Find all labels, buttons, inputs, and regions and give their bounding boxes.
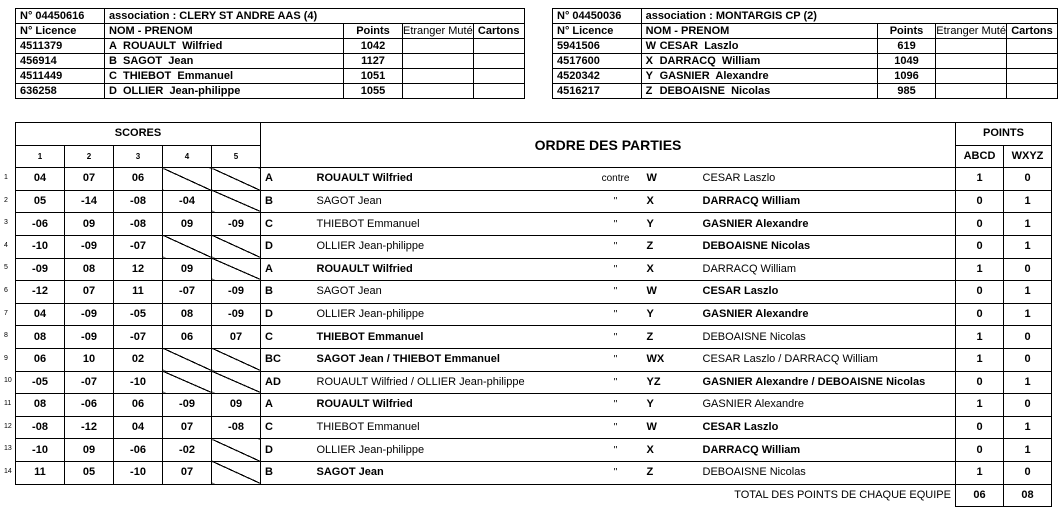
player-foreign: [936, 69, 1007, 84]
player-cell: [105, 39, 344, 54]
player-b-letter: Y: [643, 213, 699, 236]
set-header-1: 1: [16, 145, 65, 168]
player-cards: [1006, 69, 1057, 84]
player-a-letter: B: [261, 281, 313, 304]
set-score: 04: [16, 168, 65, 191]
player-b-name: GASNIER Alexandre: [699, 213, 956, 236]
versus-label: ": [589, 416, 643, 439]
player-row: [553, 54, 1058, 69]
player-letter: A: [109, 40, 117, 52]
set-score: -08: [212, 416, 261, 439]
player-name: OLLIER Jean-philippe: [123, 85, 241, 97]
points-wxyz: 0: [1004, 348, 1052, 371]
points-abcd: 1: [956, 258, 1004, 281]
set-score: -14: [65, 190, 114, 213]
set-score: 08: [16, 326, 65, 349]
player-cell: [641, 69, 877, 84]
set-score: 08: [163, 303, 212, 326]
set-score: -09: [65, 235, 114, 258]
player-name: THIEBOT Emmanuel: [123, 70, 234, 82]
points-abcd: 0: [956, 213, 1004, 236]
col-licence: N° Licence: [553, 24, 642, 39]
game-row: [16, 213, 1052, 236]
game-row: [16, 326, 1052, 349]
player-b-letter: W: [643, 416, 699, 439]
row-number: 11: [4, 399, 12, 407]
game-row: [16, 190, 1052, 213]
col-licence: N° Licence: [16, 24, 105, 39]
set-score: -07: [114, 326, 163, 349]
player-row: [16, 84, 525, 99]
points-wxyz: 1: [1004, 213, 1052, 236]
team-association: association : MONTARGIS CP (2): [641, 9, 1057, 24]
match-table: [15, 122, 1052, 507]
points-abcd: 0: [956, 371, 1004, 394]
player-a-letter: A: [261, 168, 313, 191]
player-b-name: GASNIER Alexandre: [699, 303, 956, 326]
player-a-name: SAGOT Jean: [313, 190, 589, 213]
row-number: 5: [4, 264, 8, 272]
player-name: GASNIER Alexandre: [659, 70, 769, 82]
player-b-letter: Y: [643, 394, 699, 417]
player-a-name: THIEBOT Emmanuel: [313, 326, 589, 349]
points-abcd: 1: [956, 394, 1004, 417]
set-score: [163, 168, 212, 191]
player-b-name: DEBOAISNE Nicolas: [699, 235, 956, 258]
player-points: 1051: [344, 69, 403, 84]
player-a-letter: B: [261, 461, 313, 484]
player-licence: 4511379: [16, 39, 105, 54]
set-score: [212, 461, 261, 484]
team-number: N° 04450036: [553, 9, 642, 24]
set-score: -02: [163, 439, 212, 462]
row-number: 12: [4, 422, 12, 430]
set-score: [212, 439, 261, 462]
player-cards: [1006, 84, 1057, 99]
player-name: CESAR Laszlo: [659, 40, 739, 52]
versus-label: ": [589, 439, 643, 462]
versus-label: ": [589, 190, 643, 213]
game-row: [16, 371, 1052, 394]
col-name: NOM - PRENOM: [105, 24, 344, 39]
player-a-letter: A: [261, 394, 313, 417]
player-letter: B: [109, 55, 117, 67]
player-name: DARRACQ William: [659, 55, 761, 67]
player-cell: [105, 54, 344, 69]
player-name: DEBOAISNE Nicolas: [659, 85, 771, 97]
player-foreign: [403, 54, 474, 69]
player-b-letter: X: [643, 190, 699, 213]
set-score: 07: [163, 461, 212, 484]
set-score: 04: [114, 416, 163, 439]
col-points: Points: [344, 24, 403, 39]
set-score: 04: [16, 303, 65, 326]
player-cards: [473, 39, 524, 54]
player-a-letter: AD: [261, 371, 313, 394]
player-foreign: [936, 39, 1007, 54]
points-abcd: 0: [956, 190, 1004, 213]
game-row: [16, 235, 1052, 258]
player-b-name: DEBOAISNE Nicolas: [699, 461, 956, 484]
game-row: [16, 168, 1052, 191]
row-number: 3: [4, 219, 8, 227]
player-letter: D: [109, 85, 117, 97]
player-foreign: [403, 39, 474, 54]
points-abcd: 1: [956, 348, 1004, 371]
versus-label: ": [589, 235, 643, 258]
set-header-4: 4: [163, 145, 212, 168]
points-wxyz: 0: [1004, 326, 1052, 349]
set-score: -08: [114, 213, 163, 236]
points-wxyz: 1: [1004, 371, 1052, 394]
points-wxyz: 1: [1004, 439, 1052, 462]
player-a-letter: BC: [261, 348, 313, 371]
player-a-letter: D: [261, 439, 313, 462]
set-score: -10: [16, 235, 65, 258]
versus-label: ": [589, 348, 643, 371]
player-row: [553, 39, 1058, 54]
player-b-letter: Z: [643, 461, 699, 484]
player-row: [16, 54, 525, 69]
player-licence: 4517600: [553, 54, 642, 69]
player-b-name: CESAR Laszlo: [699, 281, 956, 304]
game-row: [16, 439, 1052, 462]
set-score: -10: [16, 439, 65, 462]
set-score: -05: [16, 371, 65, 394]
set-score: 08: [16, 394, 65, 417]
player-b-letter: W: [643, 281, 699, 304]
player-b-name: CESAR Laszlo / DARRACQ William: [699, 348, 956, 371]
player-b-letter: Z: [643, 326, 699, 349]
player-points: 1049: [877, 54, 936, 69]
row-number: 13: [4, 445, 12, 453]
set-score: 05: [65, 461, 114, 484]
points-abcd: 0: [956, 416, 1004, 439]
points-abcd: 1: [956, 461, 1004, 484]
set-score: [212, 348, 261, 371]
set-score: -10: [114, 461, 163, 484]
player-letter: C: [109, 70, 117, 82]
row-number: 9: [4, 354, 8, 362]
player-b-letter: WX: [643, 348, 699, 371]
points-abcd: 0: [956, 281, 1004, 304]
scores-title: SCORES: [16, 123, 261, 146]
player-cards: [473, 84, 524, 99]
set-score: 07: [65, 281, 114, 304]
player-cell: [105, 69, 344, 84]
player-row: [553, 69, 1058, 84]
set-score: -09: [212, 281, 261, 304]
col-points: Points: [877, 24, 936, 39]
points-wxyz: 0: [1004, 394, 1052, 417]
row-number: 14: [4, 467, 12, 475]
player-b-letter: X: [643, 439, 699, 462]
col-cards: Cartons: [1006, 24, 1057, 39]
row-number: 7: [4, 309, 8, 317]
player-a-name: SAGOT Jean: [313, 281, 589, 304]
versus-label: ": [589, 303, 643, 326]
player-b-name: CESAR Laszlo: [699, 168, 956, 191]
points-abcd: 0: [956, 235, 1004, 258]
team-b-table: [552, 8, 1058, 99]
row-number: 8: [4, 332, 8, 340]
player-a-name: OLLIER Jean-philippe: [313, 439, 589, 462]
player-licence: 456914: [16, 54, 105, 69]
row-number: 1: [4, 173, 8, 181]
col-name: NOM - PRENOM: [641, 24, 877, 39]
row-number: 10: [4, 377, 12, 385]
player-name: SAGOT Jean: [123, 55, 194, 67]
set-score: [163, 235, 212, 258]
player-row: [553, 84, 1058, 99]
set-score: 09: [212, 394, 261, 417]
player-b-name: DARRACQ William: [699, 190, 956, 213]
player-name: ROUAULT Wilfried: [123, 40, 223, 52]
player-points: 1096: [877, 69, 936, 84]
versus-label: ": [589, 213, 643, 236]
set-score: -09: [16, 258, 65, 281]
versus-label: ": [589, 394, 643, 417]
set-score: [212, 235, 261, 258]
player-b-name: GASNIER Alexandre / DEBOAISNE Nicolas: [699, 371, 956, 394]
versus-label: ": [589, 461, 643, 484]
player-cell: [641, 84, 877, 99]
set-score: 07: [65, 168, 114, 191]
set-score: -12: [65, 416, 114, 439]
points-wxyz: 1: [1004, 303, 1052, 326]
row-number: 4: [4, 241, 8, 249]
player-foreign: [936, 54, 1007, 69]
game-row: [16, 461, 1052, 484]
points-wxyz: 0: [1004, 461, 1052, 484]
player-letter: W: [645, 40, 656, 52]
player-b-name: DEBOAISNE Nicolas: [699, 326, 956, 349]
player-b-letter: Y: [643, 303, 699, 326]
col-foreign: Etranger Muté: [403, 25, 473, 37]
versus-label: contre: [589, 168, 643, 191]
player-points: 619: [877, 39, 936, 54]
set-score: -09: [65, 326, 114, 349]
set-score: 10: [65, 348, 114, 371]
set-score: 11: [16, 461, 65, 484]
player-letter: Y: [645, 70, 653, 82]
player-points: 1127: [344, 54, 403, 69]
player-a-name: OLLIER Jean-philippe: [313, 235, 589, 258]
player-a-name: THIEBOT Emmanuel: [313, 213, 589, 236]
set-header-5: 5: [212, 145, 261, 168]
player-cell: [641, 39, 877, 54]
player-b-name: DARRACQ William: [699, 258, 956, 281]
points-wxyz: 1: [1004, 235, 1052, 258]
player-a-letter: D: [261, 303, 313, 326]
player-cards: [1006, 39, 1057, 54]
points-wxyz: 0: [1004, 168, 1052, 191]
player-a-name: ROUAULT Wilfried: [313, 168, 589, 191]
player-b-name: DARRACQ William: [699, 439, 956, 462]
set-score: [163, 348, 212, 371]
player-a-name: ROUAULT Wilfried: [313, 394, 589, 417]
player-licence: 5941506: [553, 39, 642, 54]
set-score: 06: [163, 326, 212, 349]
player-cell: [641, 54, 877, 69]
set-score: 06: [16, 348, 65, 371]
set-score: -06: [16, 213, 65, 236]
col-cards: Cartons: [473, 24, 524, 39]
set-score: 08: [65, 258, 114, 281]
team-a-table: [15, 8, 525, 99]
points-wxyz: 1: [1004, 416, 1052, 439]
set-score: 05: [16, 190, 65, 213]
player-b-letter: YZ: [643, 371, 699, 394]
set-score: [212, 190, 261, 213]
player-a-name: OLLIER Jean-philippe: [313, 303, 589, 326]
set-score: -10: [114, 371, 163, 394]
player-a-name: SAGOT Jean: [313, 461, 589, 484]
player-a-letter: D: [261, 235, 313, 258]
player-points: 985: [877, 84, 936, 99]
player-cards: [473, 69, 524, 84]
player-cards: [473, 54, 524, 69]
points-wxyz: 1: [1004, 281, 1052, 304]
points-abcd: 0: [956, 439, 1004, 462]
player-row: [16, 69, 525, 84]
set-score: [163, 371, 212, 394]
player-points: 1055: [344, 84, 403, 99]
points-title: POINTS: [956, 123, 1052, 146]
player-a-letter: C: [261, 416, 313, 439]
set-score: 07: [212, 326, 261, 349]
player-foreign: [403, 84, 474, 99]
set-score: -12: [16, 281, 65, 304]
player-b-name: GASNIER Alexandre: [699, 394, 956, 417]
player-licence: 4511449: [16, 69, 105, 84]
set-score: 12: [114, 258, 163, 281]
set-score: 11: [114, 281, 163, 304]
set-score: -09: [65, 303, 114, 326]
player-a-name: SAGOT Jean / THIEBOT Emmanuel: [313, 348, 589, 371]
abcd-header: ABCD: [956, 145, 1004, 168]
player-foreign: [403, 69, 474, 84]
player-licence: 636258: [16, 84, 105, 99]
player-a-letter: C: [261, 326, 313, 349]
set-score: -07: [163, 281, 212, 304]
versus-label: ": [589, 371, 643, 394]
set-score: -07: [114, 235, 163, 258]
total-label: TOTAL DES POINTS DE CHAQUE EQUIPE: [16, 484, 956, 507]
player-cards: [1006, 54, 1057, 69]
set-score: -09: [212, 303, 261, 326]
wxyz-header: WXYZ: [1004, 145, 1052, 168]
player-b-letter: Z: [643, 235, 699, 258]
player-row: [16, 39, 525, 54]
row-number: 2: [4, 196, 8, 204]
player-a-name: ROUAULT Wilfried: [313, 258, 589, 281]
set-score: [212, 258, 261, 281]
set-score: 07: [163, 416, 212, 439]
points-wxyz: 1: [1004, 190, 1052, 213]
set-score: -06: [65, 394, 114, 417]
player-letter: X: [645, 55, 653, 67]
player-a-letter: A: [261, 258, 313, 281]
game-row: [16, 394, 1052, 417]
game-row: [16, 303, 1052, 326]
player-b-letter: W: [643, 168, 699, 191]
set-score: 09: [163, 258, 212, 281]
game-row: [16, 258, 1052, 281]
set-score: 06: [114, 394, 163, 417]
set-score: -08: [16, 416, 65, 439]
player-foreign: [936, 84, 1007, 99]
player-b-letter: X: [643, 258, 699, 281]
set-score: -05: [114, 303, 163, 326]
team-association: association : CLERY ST ANDRE AAS (4): [105, 9, 525, 24]
player-a-name: ROUAULT Wilfried / OLLIER Jean-philippe: [313, 371, 589, 394]
set-score: 09: [163, 213, 212, 236]
set-header-2: 2: [65, 145, 114, 168]
game-row: [16, 281, 1052, 304]
player-cell: [105, 84, 344, 99]
game-row: [16, 416, 1052, 439]
set-score: [212, 168, 261, 191]
team-number: N° 04450616: [16, 9, 105, 24]
points-abcd: 1: [956, 168, 1004, 191]
player-letter: Z: [645, 85, 653, 97]
player-a-letter: C: [261, 213, 313, 236]
order-title: ORDRE DES PARTIES: [261, 123, 956, 168]
row-number: 6: [4, 286, 8, 294]
total-wxyz: 08: [1004, 484, 1052, 507]
set-header-3: 3: [114, 145, 163, 168]
player-a-letter: B: [261, 190, 313, 213]
points-abcd: 1: [956, 326, 1004, 349]
set-score: -04: [163, 190, 212, 213]
versus-label: ": [589, 281, 643, 304]
points-abcd: 0: [956, 303, 1004, 326]
set-score: -09: [212, 213, 261, 236]
set-score: 09: [65, 213, 114, 236]
set-score: 06: [114, 168, 163, 191]
player-points: 1042: [344, 39, 403, 54]
set-score: 09: [65, 439, 114, 462]
set-score: [212, 371, 261, 394]
player-licence: 4520342: [553, 69, 642, 84]
total-abcd: 06: [956, 484, 1004, 507]
player-b-name: CESAR Laszlo: [699, 416, 956, 439]
player-licence: 4516217: [553, 84, 642, 99]
set-score: -07: [65, 371, 114, 394]
game-row: [16, 348, 1052, 371]
player-a-name: THIEBOT Emmanuel: [313, 416, 589, 439]
points-wxyz: 0: [1004, 258, 1052, 281]
set-score: 02: [114, 348, 163, 371]
set-score: -09: [163, 394, 212, 417]
col-foreign: Etranger Muté: [936, 25, 1006, 37]
set-score: -08: [114, 190, 163, 213]
versus-label: ": [589, 258, 643, 281]
set-score: -06: [114, 439, 163, 462]
versus-label: ": [589, 326, 643, 349]
